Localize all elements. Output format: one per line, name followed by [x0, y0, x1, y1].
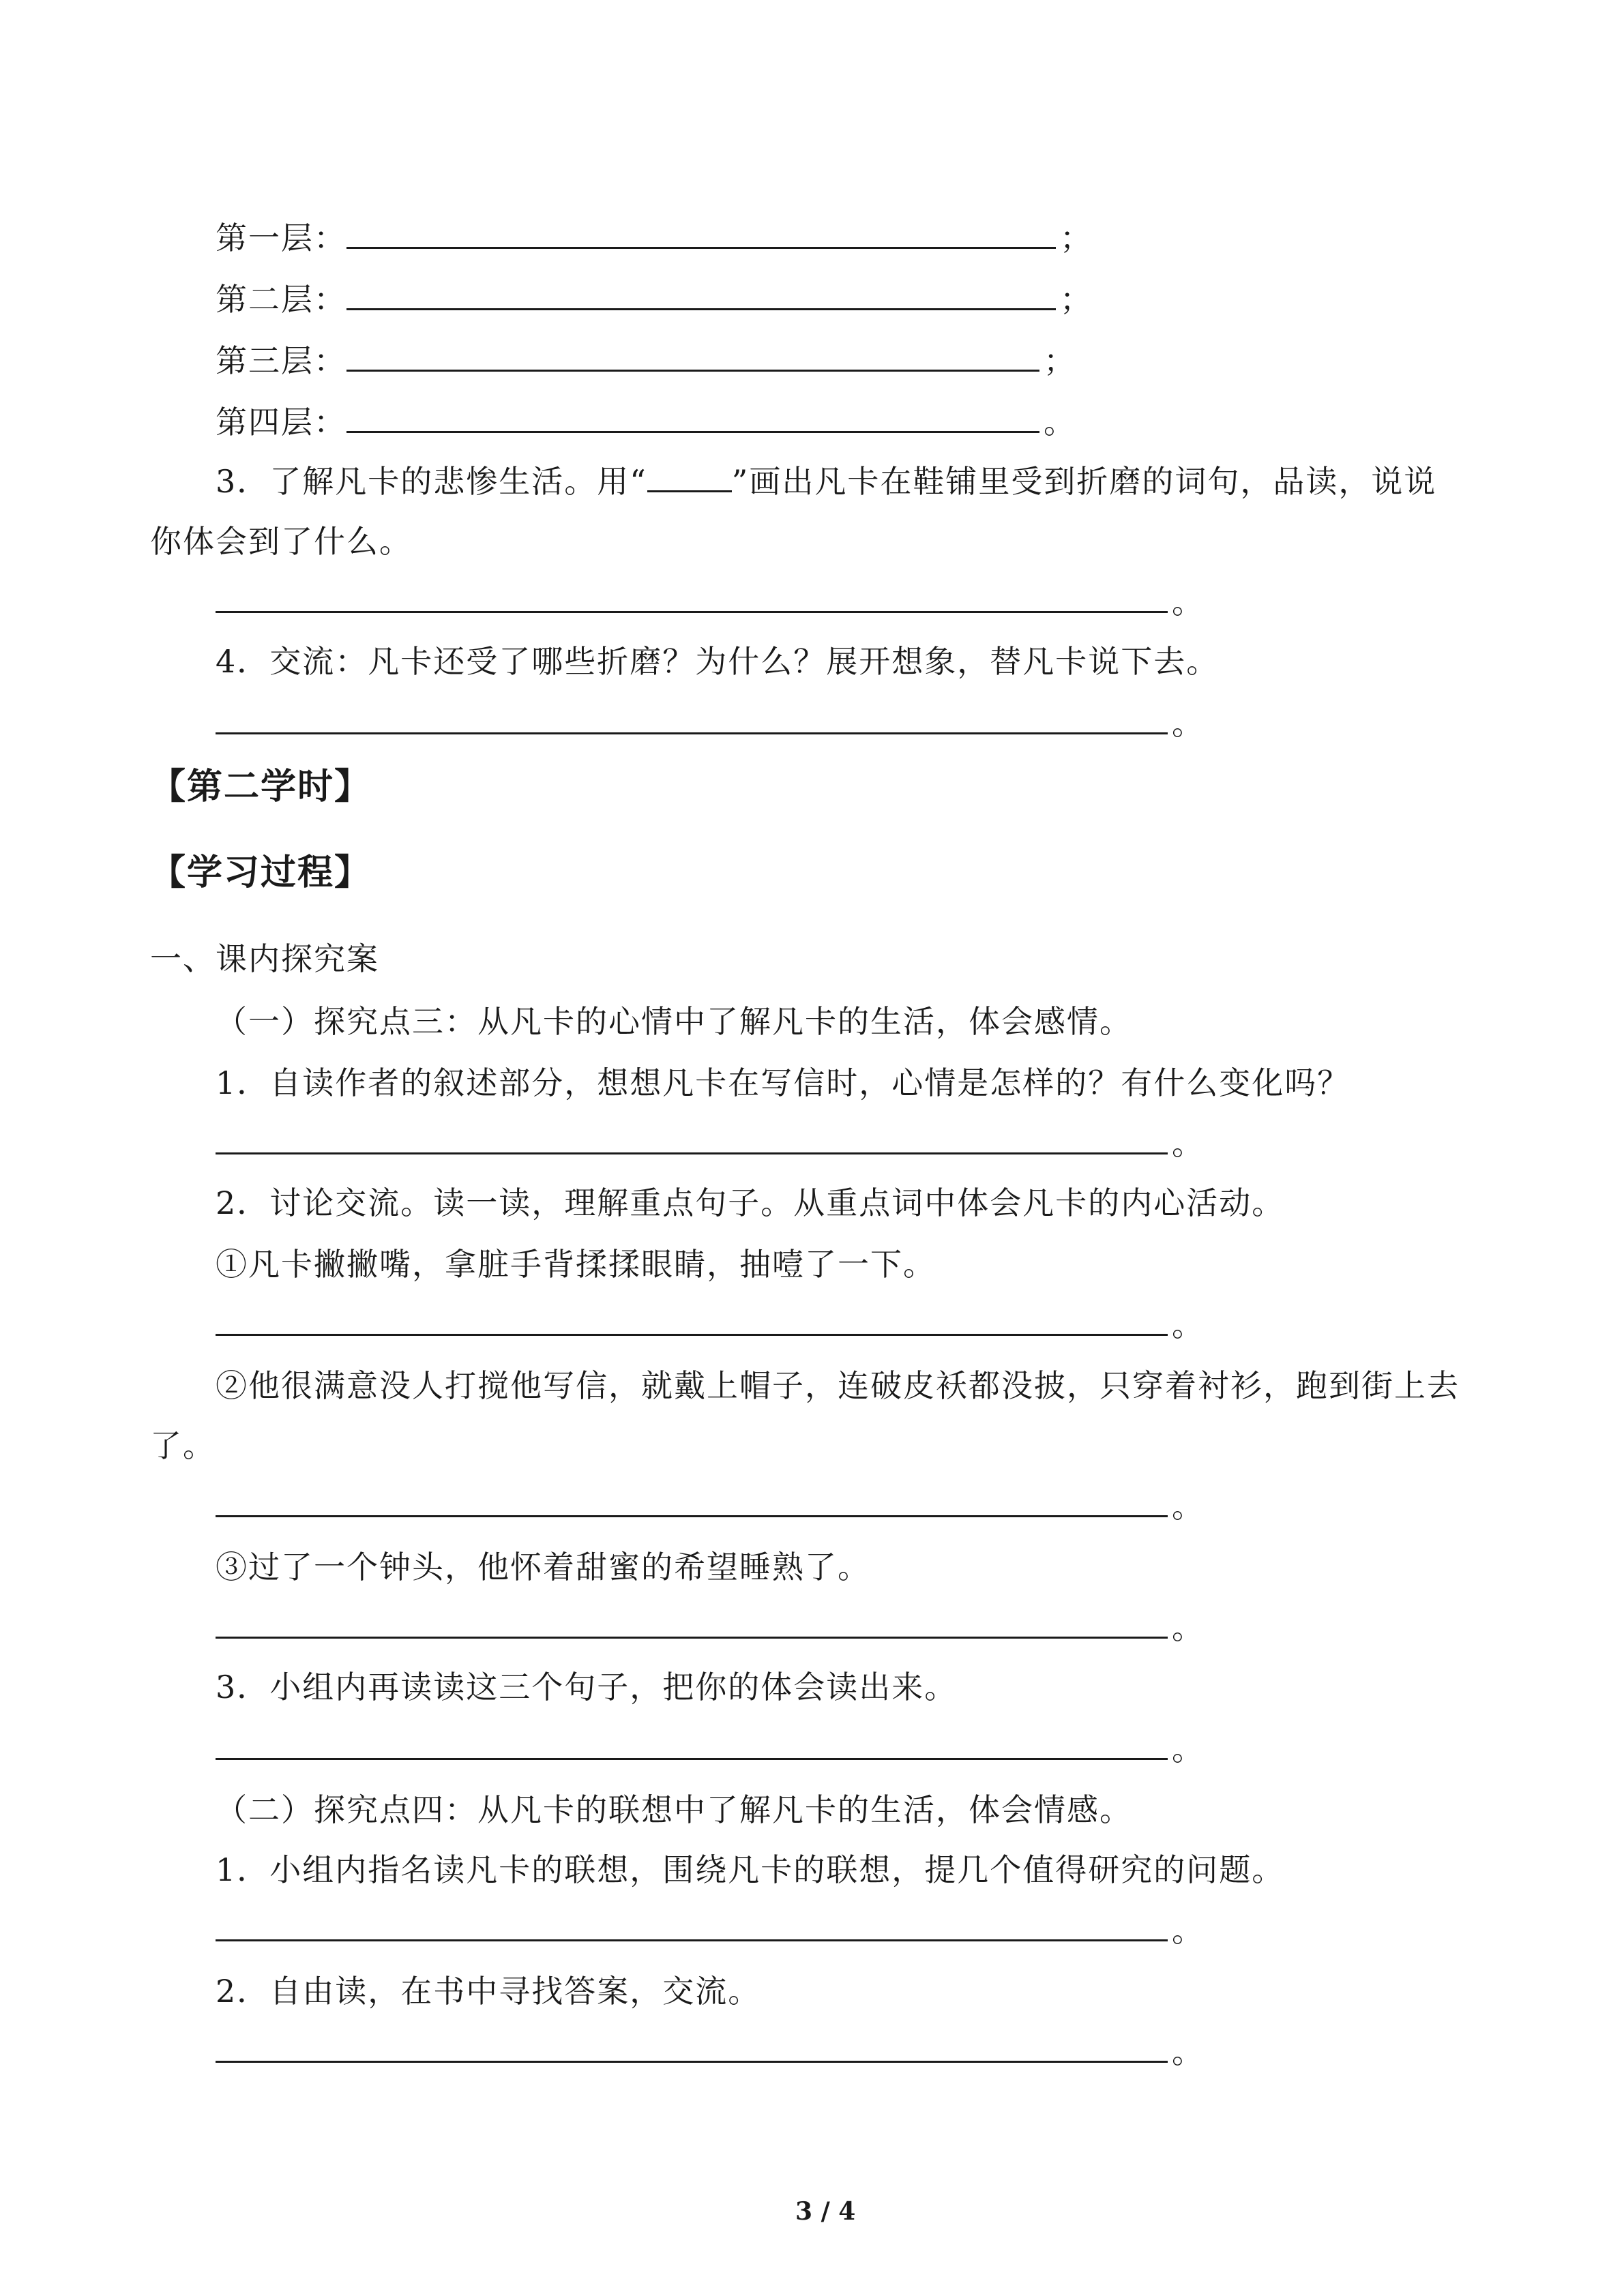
explore3-title: （一）探究点三：从凡卡的心情中了解凡卡的生活，体会感情。 [216, 1003, 1132, 1040]
explore3-s2-answer-blank[interactable] [216, 1485, 1168, 1517]
q3-row [216, 461, 1436, 502]
layer-2-label: 第二层： [216, 281, 346, 318]
q3-text-part1: 3．了解凡卡的悲惨生活。用“ [216, 463, 647, 500]
explore3-q1-answer-blank[interactable] [216, 1122, 1168, 1154]
layer-3-row [216, 340, 1076, 381]
explore4-q1-end: 。 [1172, 1912, 1205, 1949]
explore4-q2-answer-row [216, 2031, 1205, 2072]
explore3-q3-answer-row [216, 1728, 1205, 1770]
q4-text: 4．交流：凡卡还受了哪些折磨？为什么？展开想象，替凡卡说下去。 [216, 643, 1220, 680]
explore3-q1-end: 。 [1172, 1125, 1205, 1162]
layer-4-row [216, 401, 1076, 443]
q4-answer-blank[interactable] [216, 702, 1168, 734]
explore3-sentence-3: ③过了一个钟头，他怀着甜蜜的希望睡熟了。 [216, 1549, 870, 1585]
explore3-s1-answer-blank[interactable] [216, 1304, 1168, 1336]
layer-3-label: 第三层： [216, 342, 346, 379]
layer-2-end: ； [1060, 281, 1093, 318]
explore4-q1: 1．小组内指名读凡卡的联想，围绕凡卡的联想，提几个值得研究的问题。 [216, 1851, 1285, 1888]
explore3-s1-answer-row [216, 1304, 1205, 1345]
explore3-s3-answer-row [216, 1607, 1205, 1648]
layer-2-row [216, 278, 1093, 320]
section-heading-second-lesson: 【第二学时】 [150, 766, 372, 807]
explore3-s3-answer-blank[interactable] [216, 1607, 1168, 1639]
explore3-q3-end: 。 [1172, 1731, 1205, 1768]
layer-2-blank[interactable] [346, 278, 1056, 310]
explore3-sentence-1: ①凡卡撇撇嘴，拿脏手背揉揉眼睛，抽噎了一下。 [216, 1246, 936, 1283]
explore4-q1-answer-row [216, 1909, 1205, 1951]
layer-3-blank[interactable] [346, 340, 1039, 372]
explore3-sentence-2-line1: ②他很满意没人打搅他写信，就戴上帽子，连破皮袄都没披，只穿着衬衫，跑到街上去 [216, 1367, 1460, 1404]
explore4-q2: 2．自由读，在书中寻找答案，交流。 [216, 1973, 761, 2010]
explore3-s1-end: 。 [1172, 1307, 1205, 1343]
explore4-q1-answer-blank[interactable] [216, 1909, 1168, 1941]
q3-answer-blank[interactable] [216, 581, 1168, 613]
explore3-q3-answer-blank[interactable] [216, 1728, 1168, 1760]
layer-1-end: ； [1060, 220, 1093, 256]
q3-inline-blank [647, 463, 732, 492]
part-one-title: 一、课内探究案 [150, 940, 379, 977]
q4-answer-end: 。 [1172, 705, 1205, 742]
explore4-q2-end: 。 [1172, 2033, 1205, 2070]
explore3-q1-answer-row [216, 1122, 1205, 1164]
layer-1-blank[interactable] [346, 217, 1056, 249]
q3-answer-end: 。 [1172, 584, 1205, 621]
explore3-q1: 1．自读作者的叙述部分，想想凡卡在写信时，心情是怎样的？有什么变化吗？ [216, 1064, 1350, 1101]
q3-line2: 你体会到了什么。 [150, 523, 412, 560]
explore4-title: （二）探究点四：从凡卡的联想中了解凡卡的生活，体会情感。 [216, 1791, 1132, 1828]
q3-text-part2: ”画出凡卡在鞋铺里受到折磨的词句，品读，说说 [731, 463, 1437, 500]
explore4-q2-answer-blank[interactable] [216, 2031, 1168, 2063]
q4-answer-row [216, 702, 1205, 744]
explore3-s2-answer-row [216, 1485, 1205, 1527]
layer-3-end: ； [1044, 342, 1076, 379]
page-number: 3 / 4 [795, 2197, 856, 2226]
layer-4-label: 第四层： [216, 404, 346, 441]
q3-answer-row [216, 581, 1205, 623]
explore3-q3: 3．小组内再读读这三个句子，把你的体会读出来。 [216, 1669, 958, 1705]
section-heading-learning-process: 【学习过程】 [150, 852, 372, 893]
layer-4-blank[interactable] [346, 401, 1039, 433]
explore3-q2: 2．讨论交流。读一读，理解重点句子。从重点词中体会凡卡的内心活动。 [216, 1184, 1285, 1221]
explore3-sentence-2-line2: 了。 [150, 1427, 216, 1464]
layer-1-label: 第一层： [216, 220, 346, 256]
layer-1-row [216, 217, 1093, 258]
layer-4-end: 。 [1044, 404, 1076, 441]
explore3-s2-end: 。 [1172, 1488, 1205, 1525]
explore3-s3-end: 。 [1172, 1609, 1205, 1646]
